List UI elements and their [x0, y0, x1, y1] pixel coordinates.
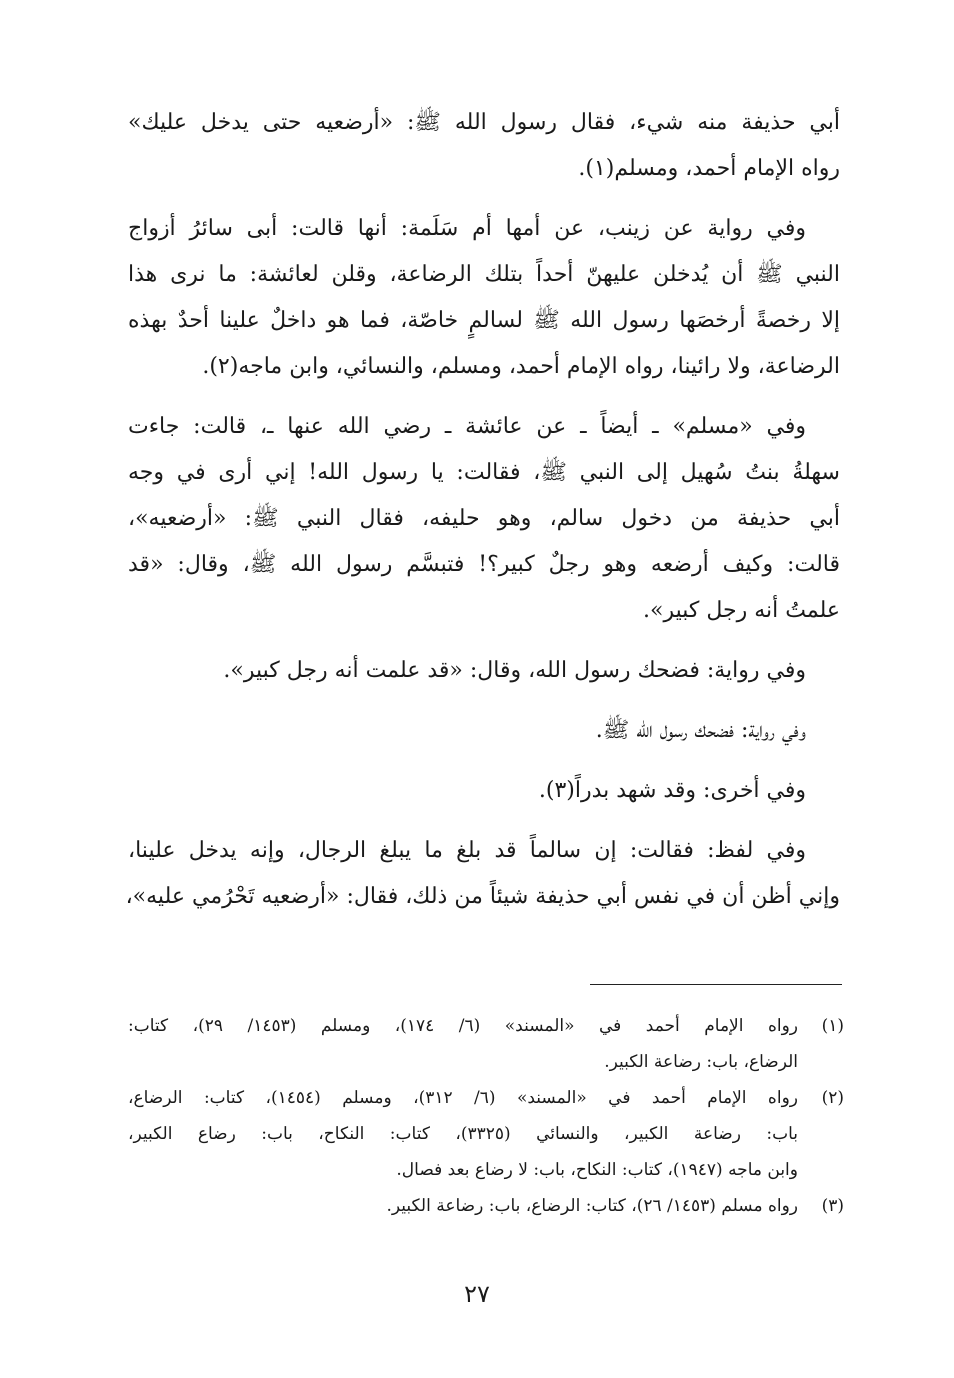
- main-text: [125, 100, 840, 934]
- text-line: أبي حذيفة من دخول سالم، وهو حليفه، فقال النبي ﷺ: «أرضعيه»،: [128, 506, 840, 531]
- footnote-line: باب: رضاعة الكبير، والنسائي (٣٣٢٥)، كتاب: النكاح، باب: رضاع الكبير،: [128, 1124, 798, 1144]
- footnote-line: رواه الإمام أحمد في «المسند» (٦/ ٣١٢)، ومسلم (١٤٥٤)، كتاب: الرضاع،: [128, 1088, 798, 1108]
- text-line: علمتُ أنه رجل كبير».: [643, 598, 840, 623]
- text-line: رواه الإمام أحمد، ومسلم(١).: [578, 156, 840, 181]
- paragraph-7: [125, 828, 840, 920]
- page-number: ٢٧: [464, 1280, 490, 1308]
- footnote-line: الرضاع، باب: رضاعة الكبير.: [604, 1052, 798, 1072]
- text-line: وإني أظن أن في نفس أبي حذيفة شيئاً من ذلك، فقال: «أرضعيه تَحْرُمي عليه»،: [125, 884, 840, 909]
- text-line: وفي أخرى: وقد شهد بدراً(٣).: [538, 778, 806, 803]
- text-line: وفي لفظ: فقالت: إن سالماً قد بلغ ما يبلغ الرجال، وإنه يدخل علينا،: [128, 838, 806, 863]
- paragraph-2: [128, 206, 840, 390]
- text-line: وفي رواية عن زينب، عن أمها أم سَلَمة: أنها قالت: أبى سائرُ أزواج: [128, 216, 806, 241]
- footnote-2: [128, 1080, 844, 1188]
- footnotes: [128, 1008, 844, 1224]
- text-line: وفي رواية: فضحك رسول الله ﷺ.: [595, 718, 806, 743]
- text-line: وفي رواية: فضحك رسول الله، وقال: «قد علمت أنه رجل كبير».: [223, 658, 806, 683]
- text-line: الرضاعة، ولا رائينا، رواه الإمام أحمد، ومسلم، والنسائي، وابن ماجه(٢).: [202, 354, 840, 379]
- text-line: قالت: وكيف أرضعه وهو رجلٌ كبير؟! فتبسَّم رسول الله ﷺ، وقال: «قد: [128, 552, 840, 577]
- text-line: النبي ﷺ أن يُدخلن عليهنّ أحداً بتلك الرضاعة، وقلن لعائشة: ما نرى هذا: [128, 262, 840, 287]
- text-line: إلا رخصةً أرخصَها رسول الله ﷺ لسالمٍ خاصّة، فما هو داخلٌ علينا أحدٌ بهذه: [128, 308, 840, 333]
- footnote-divider: [590, 984, 842, 985]
- paragraph-1: [128, 100, 840, 192]
- paragraph-3: [128, 404, 840, 634]
- text-line: أبي حذيفة منه شيء، فقال رسول الله ﷺ: «أرضعيه حتى يدخل عليك»: [128, 110, 840, 135]
- paragraph-5: [128, 708, 840, 754]
- footnote-line: رواه مسلم (١٤٥٣/ ٢٦)، كتاب: الرضاع، باب: رضاعة الكبير.: [386, 1196, 798, 1216]
- text-line: وفي «مسلم» ـ أيضاً ـ عن عائشة ـ رضي الله عنها ـ، قالت: جاءت: [128, 414, 806, 439]
- footnote-line: رواه الإمام أحمد في «المسند» (٦/ ١٧٤)، ومسلم (١٤٥٣/ ٢٩)، كتاب:: [128, 1016, 798, 1036]
- footnote-number: (٢): [821, 1088, 844, 1108]
- footnote-3: [128, 1188, 844, 1224]
- footnote-number: (١): [821, 1016, 844, 1036]
- footnote-line: وابن ماجه (١٩٤٧)، كتاب: النكاح، باب: لا رضاع بعد فصال.: [396, 1160, 798, 1180]
- paragraph-6: [128, 768, 840, 814]
- footnote-number: (٣): [821, 1196, 844, 1216]
- text-line: سهلةُ بنتُ سُهيل إلى النبي ﷺ، فقالت: يا رسول الله! إني أرى في وجه: [128, 460, 840, 485]
- paragraph-4: [128, 648, 840, 694]
- footnote-1: [128, 1008, 844, 1080]
